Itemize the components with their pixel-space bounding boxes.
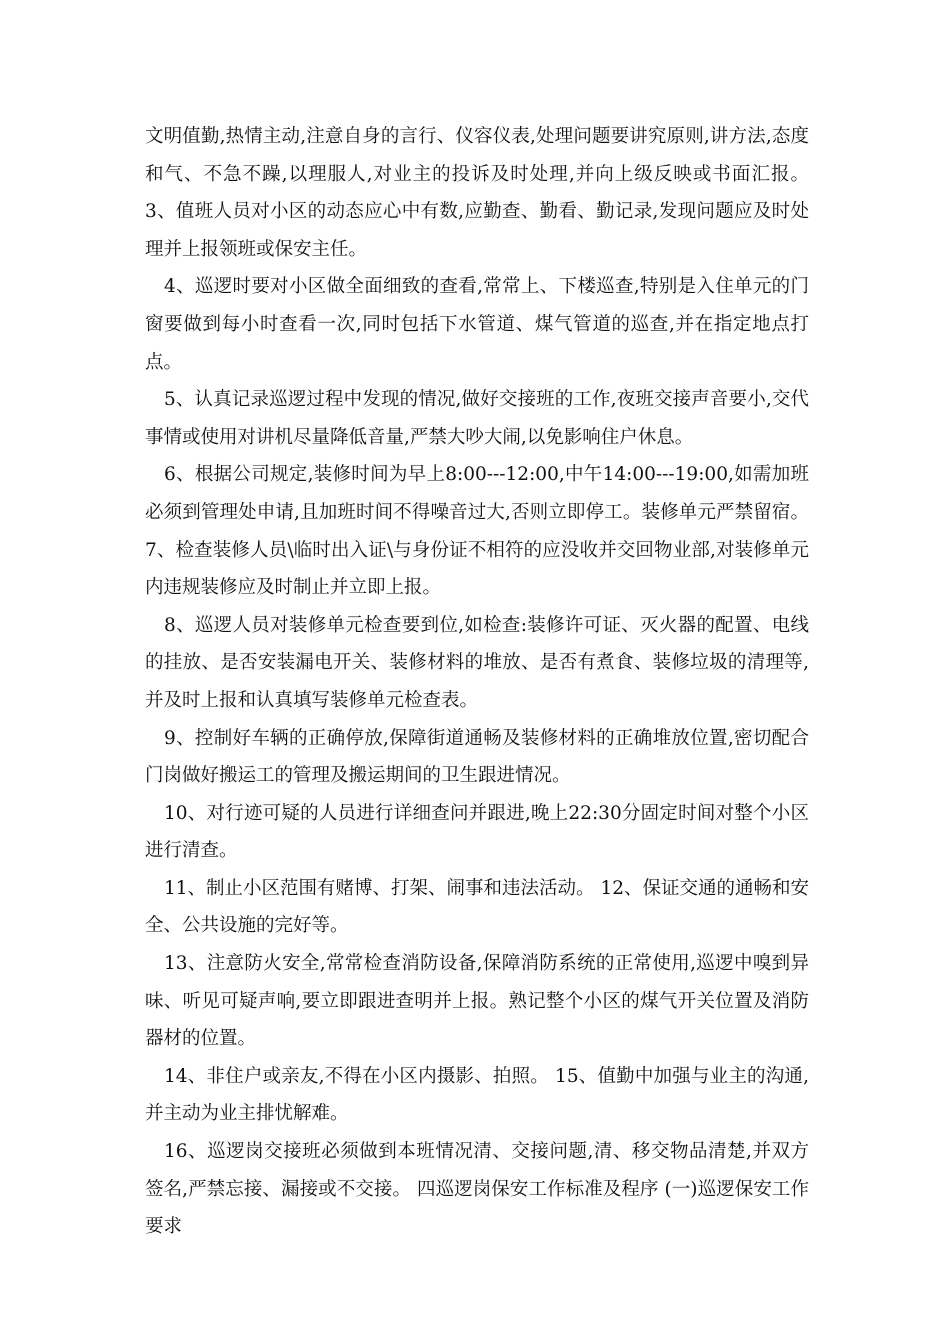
paragraph-5: 8、巡逻人员对装修单元检查要到位,如检查:装修许可证、灭火器的配置、电线的挂放、是否安装漏电开关、装修材料的堆放、是否有煮食、装修垃圾的清理等,并及时上报和认真填写装修单元检查表。 xyxy=(145,614,809,711)
document-body xyxy=(145,118,809,1246)
paragraph-11: 16、巡逻岗交接班必须做到本班情况清、交接问题,清、移交物品清楚,并双方签名,严禁忘接、漏接或不交接。 四巡逻岗保安工作标准及程序 (一)巡逻保安工作要求 xyxy=(145,1141,809,1238)
paragraph-3: 5、认真记录巡逻过程中发现的情况,做好交接班的工作,夜班交接声音要小,交代事情或使用对讲机尽量降低音量,严禁大吵大闹,以免影响住户休息。 xyxy=(145,389,809,448)
paragraph-4: 6、根据公司规定,装修时间为早上8:00---12:00,中午14:00---19:00,如需加班必须到管理处申请,且加班时间不得噪音过大,否则立即停工。装修单元严禁留宿。 7、检查装修人员\临时出入证\与身份证不相符的应没收并交回物业部,对装修单元内违规装修应及时制止并立即上报。 xyxy=(145,464,809,599)
paragraph-1: 文明值勤,热情主动,注意自身的言行、仪容仪表,处理问题要讲究原则,讲方法,态度和气、不急不躁,以理服人,对业主的投诉及时处理,并向上级反映或书面汇报。 3、值班人员对小区的动态应心中有数,应勤查、勤看、勤记录,发现问题应及时处理并上报领班或保安主任。 xyxy=(145,126,809,260)
paragraph-7: 10、对行迹可疑的人员进行详细查问并跟进,晚上22:30分固定时间对整个小区进行清查。 xyxy=(145,802,809,862)
paragraph-10: 14、非住户或亲友,不得在小区内摄影、拍照。 15、值勤中加强与业主的沟通,并主动为业主排忧解难。 xyxy=(145,1065,809,1125)
paragraph-9: 13、注意防火安全,常常检查消防设备,保障消防系统的正常使用,巡逻中嗅到异味、听见可疑声响,要立即跟进查明并上报。熟记整个小区的煤气开关位置及消防器材的位置。 xyxy=(145,953,809,1050)
paragraph-2: 4、巡逻时要对小区做全面细致的查看,常常上、下楼巡查,特别是入住单元的门窗要做到每小时查看一次,同时包括下水管道、煤气管道的巡查,并在指定地点打点。 xyxy=(145,276,809,373)
paragraph-6: 9、控制好车辆的正确停放,保障街道通畅及装修材料的正确堆放位置,密切配合门岗做好搬运工的管理及搬运期间的卫生跟进情况。 xyxy=(145,727,809,787)
paragraph-8: 11、制止小区范围有赌博、打架、闹事和违法活动。 12、保证交通的通畅和安全、公共设施的完好等。 xyxy=(145,877,809,937)
